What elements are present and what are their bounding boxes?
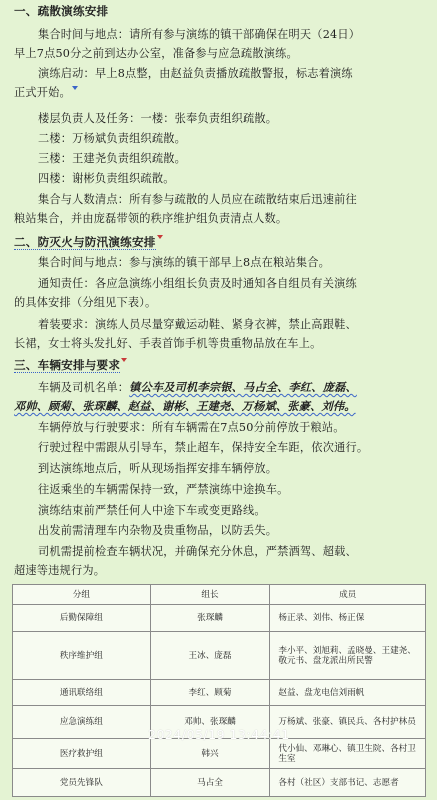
s3-para-7: 出发前需清理车内杂物及贵重物品，以防丢失。 xyxy=(38,524,278,537)
s3-para-1a-wrap xyxy=(38,380,426,395)
s1-para-6: 四楼：谢彬负责组织疏散。 xyxy=(38,172,175,185)
s3-para-4: 到达演练地点后，听从现场指挥安排车辆停放。 xyxy=(38,462,278,475)
table-row xyxy=(13,632,426,680)
table-row xyxy=(13,739,426,769)
table-cell-group: 后勤保障组 xyxy=(13,605,151,632)
s3-para-8b: 超速等违规行为。 xyxy=(14,564,106,577)
paragraph-mark-icon xyxy=(72,86,78,90)
s3-para-1-label: 车辆及司机名单： xyxy=(38,381,130,394)
table-cell-members: 万杨斌、张豪、镇民兵、各村护林员 xyxy=(270,706,426,739)
table-cell-group: 医疗救护组 xyxy=(13,739,151,769)
section-2-title-wrap xyxy=(14,235,426,249)
s3-para-3: 行驶过程中需跟从引导车，禁止超车，保持安全车距，依次通行。 xyxy=(38,441,369,454)
table-cell-leader: 张琛麟 xyxy=(150,605,270,632)
table-cell-group: 党员先锋队 xyxy=(13,769,151,797)
table-header-row xyxy=(13,585,426,605)
s1-para-7a: 集合与人数清点：所有参与疏散的人员应在疏散结束后迅速前往 xyxy=(38,193,357,206)
s1-para-3: 楼层负责人及任务：一楼：张奉负责组织疏散。 xyxy=(38,112,278,125)
s1-para-4: 二楼：万杨斌负责组织疏散。 xyxy=(38,132,187,145)
table-header-members: 成员 xyxy=(270,585,426,605)
s2-para-2b: 的具体安排（分组见下表）。 xyxy=(14,296,157,309)
s1-para-2b-wrap xyxy=(14,86,426,100)
s3-para-5: 往返乘坐的车辆需保持一致，严禁演练中途换车。 xyxy=(38,483,289,496)
table-cell-members: 赵益、盘龙电信刘雨帆 xyxy=(270,680,426,706)
s3-para-8a: 司机需提前检查车辆状况，并确保充分休息，严禁酒驾、超载、 xyxy=(38,545,357,558)
table-cell-group: 秩序维护组 xyxy=(13,632,151,680)
table-row xyxy=(13,605,426,632)
s2-para-2a: 通知责任：各应急演练小组组长负责及时通知各自组员有关演练 xyxy=(38,277,357,290)
table-cell-leader: 李红、顾菊 xyxy=(150,680,270,706)
section-3-title-wrap xyxy=(14,358,426,372)
s1-para-1b: 早上7点50分之前到达办公室，准备参与应急疏散演练。 xyxy=(14,47,298,60)
s3-para-1b-wrap xyxy=(14,399,426,413)
s3-para-1-names-b: 邓帅、顾菊、张琛麟、赵益、谢彬、王建尧、万杨斌、张豪、刘伟。 xyxy=(14,399,356,413)
table-cell-leader: 王冰、庞磊 xyxy=(150,632,270,680)
table-cell-group: 应急演练组 xyxy=(13,706,151,739)
paragraph-mark-icon xyxy=(157,235,163,239)
s2-para-3b: 长裙，女士将头发扎好、手表首饰手机等贵重物品放在车上。 xyxy=(14,337,322,350)
s2-para-1: 集合时间与地点：参与演练的镇干部早上8点在粮站集合。 xyxy=(38,256,331,269)
timestamp-watermark: 2024/05/19 13:44:41 xyxy=(148,727,290,742)
table-cell-members: 杨正录、刘伟、杨正保 xyxy=(270,605,426,632)
group-table xyxy=(12,584,426,797)
s1-para-2b: 正式开始。 xyxy=(14,86,71,99)
s1-para-2a: 演练启动：早上8点整，由赵益负责播放疏散警报，标志着演练 xyxy=(38,67,353,80)
s3-para-6: 演练结束前严禁任何人中途下车或变更路线。 xyxy=(38,504,266,517)
table-cell-members: 李小平、刘旭莉、孟晓曼、王建尧、敬元书、盘龙派出所民警 xyxy=(270,632,426,680)
section-1-title: 一、疏散演练安排 xyxy=(14,4,109,18)
paragraph-mark-icon xyxy=(121,358,127,362)
s1-para-1a: 集合时间与地点：请所有参与演练的镇干部确保在明天（24日） xyxy=(38,28,361,41)
s3-para-2: 车辆停放与行驶要求：所有车辆需在7点50分前停放于粮站。 xyxy=(38,421,345,434)
table-cell-leader: 韩兴 xyxy=(150,739,270,769)
section-2-title: 二、防灭火与防汛演练安排 xyxy=(14,235,156,249)
table-row xyxy=(13,680,426,706)
table-cell-group: 通讯联络组 xyxy=(13,680,151,706)
s1-para-7b: 粮站集合，并由庞磊带领的秩序维护组负责清点人数。 xyxy=(14,212,288,225)
table-row xyxy=(13,769,426,797)
s3-para-1-names-a: 镇公车及司机李宗银、马占全、李红、庞磊、 xyxy=(129,380,357,394)
s2-para-3a: 着装要求：演练人员尽量穿戴运动鞋、紧身衣裤，禁止高跟鞋、 xyxy=(38,318,357,331)
table-cell-leader: 邓帅、张琛麟 xyxy=(150,706,270,739)
table-header-group: 分组 xyxy=(13,585,151,605)
table-cell-members: 代小仙、邓琳心、镇卫生院、各村卫生室 xyxy=(270,739,426,769)
section-3-title: 三、车辆安排与要求 xyxy=(14,358,121,372)
table-cell-members: 各村（社区）支部书记、志愿者 xyxy=(270,769,426,797)
table-header-leader: 组长 xyxy=(150,585,270,605)
table-cell-leader: 马占全 xyxy=(150,769,270,797)
s1-para-5: 三楼：王建尧负责组织疏散。 xyxy=(38,152,187,165)
